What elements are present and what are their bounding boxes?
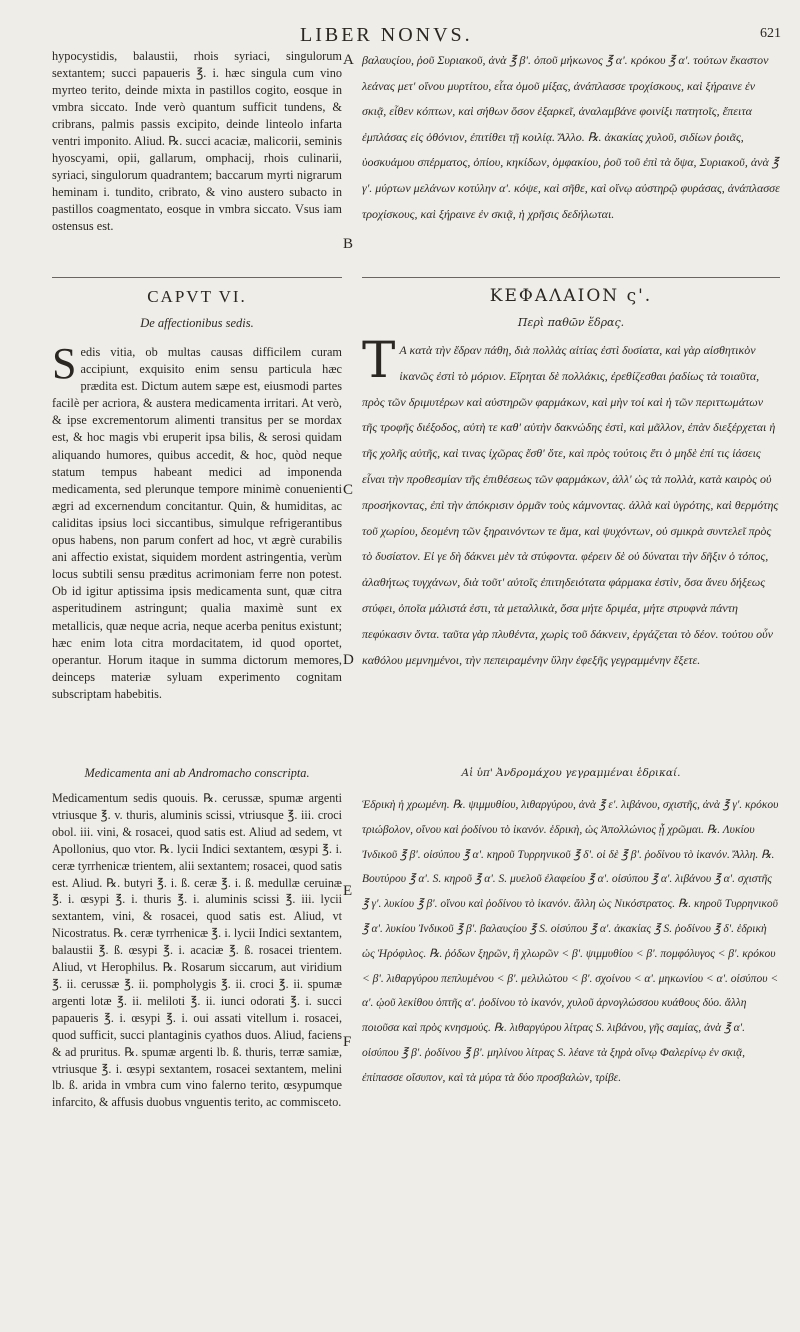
latin-dropcap: S (52, 339, 77, 388)
greek-dropcap: Τ (362, 331, 396, 389)
latin-recipes: Medicamentum sedis quouis. ℞. cerussæ, spumæ argenti vtriusque ℥. v. thuris, aluminis scissi, vtriusque ℥. iii. croci obol. iii. vini, & rosacei, quod satis est. Aliud ad sedem, vt Apollonius, quo vtor. ℞. lycii Indici sextantem, œsypi ℥. i. ceræ tyrrhenicæ trientem, alii sextantem; rosacei, quod satis est. Aliud. ℞. butyri ℥. i. ß. ceræ ℥. i. ß. medullæ ceruinæ ℥. i. œsypi ℥. i. thuris ℥. i. aluminis scissi ℥. iii. lycii sextantem, vini, & rosacei, quod satis est. Aliud, vt Nicostratus. ℞. ceræ tyrrhenicæ ℥. i. lycii Indici sextantem, balaustii ℥. ß. œsypi ℥. i. acaciæ ℥. ß. rosacei trientem. Aliud, vt Herophilus. ℞. Rosarum siccarum, aut viridium ℥. ii. cerussæ ℥. ii. pompholygis ℥. ii. croci ℥. ii. spumæ argenti lotæ ℥. ii. meliloti ℥. ii. iunci odorati ℥. i. succi papaueris ℥. i. œsypi ℥. i. oui assati vitellum i. rosacei, quod sufficit, succi plantaginis cyathos duos. Aliud, faciens & ad pruritus. ℞. spumæ argenti lb. ß. thuris, terræ samiæ, vtriusque ℥. i. œsypi sextantem, rosacei sextantem, melini lb. ß. arida in vmbra cum vino falerno terito, œsypumque infarcito, & affusis duobus vnguentis terito, ac commisceto. (52, 791, 342, 1110)
latin-chapter-subtitle: De affectionibus sedis. (140, 316, 254, 330)
margin-letter-d: D (343, 652, 354, 668)
greek-chapter-subtitle: Περὶ παθῶν ἕδρας. (517, 316, 625, 329)
greek-chapter-title: ΚΕΦΑΛΑΙΟΝ ς'. (489, 286, 653, 306)
running-header (0, 24, 800, 48)
greek-section-title: Αἱ ὑπ' Ἀνδρομάχου γεγραμμέναι ἑδρικαί. (461, 767, 681, 779)
column-rule-right (362, 277, 780, 278)
latin-section-title: Medicamenta ani ab Andromacho conscripta. (84, 766, 310, 780)
margin-letter-c: C (343, 482, 354, 498)
greek-chapter-body (362, 331, 780, 673)
latin-top-passage: hypocystidis, balaustii, rhois syriaci, singulorum sextantem; succi papaueris ℥. i. hæc singula cum vino myrteo terito, deinde mixta in pastillos cogito, eosque in vmbra siccato. Inde verò quantum sufficit tundens, & cribrans, palmis passis excipito, deinde linteolo infarta ventri imponito. Aliud. ℞. succi acaciæ, malicorii, seminis hyoscyami, opii, gallarum, omphacij, rhois culinarii, syriaci, singulorum quadrantem; baccarum myrti nigrarum heminam i. tundito, cribrato, & vino austero subacto in pastillos coagmentato, eosque in vmbra siccato. Vsus iam ostensus est. (52, 49, 342, 233)
column-rule-left (52, 277, 342, 278)
margin-letter-f: F (343, 1034, 352, 1050)
greek-body-text: Α κατὰ τὴν ἕδραν πάθη, διὰ πολλὰς αἰτίας ἐστὶ δυσίατα, καὶ γὰρ αἰσθητικὸν ἱκανῶς ἐστὶ τὸ μόριον. Εἴρηται δὲ πολλάκις, ἐρεθίζεσθαι ῥαδίως τὰ τοιαῦτα, πρὸς τῶν δριμυτέρων καὶ αὐστηρῶν φαρμάκων, καὶ μὴν τοί καὶ ἡ τῶν περιττωμάτων τῆς τροφῆς διέξοδος, αὐτὴ τε καθ' αὑτὴν δακνώδης ἐστὶ, καὶ μᾶλλον, ἐπὰν διεξέρχεται ἡ τῆς χολῆς αὐτῆς, καὶ τινας ἰχῶρας ἔσθ' ὅτε, καὶ πρὸς τούτοις ἔτι ὁ μηδὲ ἐπί τις ἰάσεις εἶναι τὴν προθεσμίαν τῆς ἐπιθέσεως τῶν φαρμάκων, ἀλλ' ὡς τὰ πολλὰ, κατὰ καιρὸς οὐ προσήκοντας, ἐπὶ τὴν ἀπόκρισιν ὁρμᾶν τοὺς κάμνοντας. ἀλλὰ καὶ ὑγρότης, καὶ θερμότης τοῦ χωρίου, δεομένη τῶν ξηραινόντων τε ἅμα, καὶ ψυχόντων, οὐ σμικρὰ συντελεῖ πρὸς τὸ δυσίατον. Εἰ γε δὴ δάκνει μὲν τὰ στύφοντα. φέρειν δὲ οὐ δύναται τὴν δῆξιν ὁ τόπος, ἀλαθήτως τυγχάνων, διὰ τοῦτ' αὐτοῖς ἐπιτηδειότατα φάρμακα ἐστὶν, ὅσα ἄνευ δήξεως στύφει, ὁποῖα μάλιστά ἐστι, τὰ μεταλλικὰ, ὅσα μήτε δριμέα, μήτε στρυφνὰ πάντη πεφύκασιν ὄντα. ταῦτα γὰρ πλυθέντα, χωρὶς τοῦ δάκνειν, ἐργάζεται τὸ δέον. τούτου οὖν καθόλου μεμνημένοι, τὴν πεπειραμένην ὕλην ἐφεξῆς γεγραμμένην ἕξετε. (362, 343, 779, 667)
page-number: 621 (760, 26, 781, 41)
margin-letter-e: E (343, 883, 353, 899)
margin-letter-b: B (343, 236, 354, 252)
running-title: LIBER NONVS. (300, 24, 473, 46)
latin-chapter-title: CAPVT VI. (147, 287, 247, 306)
margin-letter-a: A (343, 52, 354, 68)
latin-body-text: edis vitia, ob multas causas difficilem curam accipiunt, exquisito enim sensu particula hæc prædita est. Dictum autem sæpe est, eiusmodi partes facilè per acriora, & austera medicamenta irritari. At verò, & ipse excrementorum alimenti transitus per se mordax est, & hoc magis vbi eruperit ipsa bilis, & serosi quidam aliquando humores, quibus accedit, & hoc, quòd neque statum tempus habeant medici ad imponenda medicamenta, sed plerunque tempore minimè conuenienti ægri ad excernendum concitantur. Quin, & humiditas, ac caliditas ipsius loci siccantibus, simulque refrigerantibus opus habens, non parum confert ad hoc, vt ægrè curabilis ani affectio existat, siquidem mordent astringentia, verùm locus subtili sensu præditus acrimoniam ferre non potest. Ob id igitur aptissima ipsis medicamenta sunt, quæ citra asperitudinem astringunt; qualia maximè sunt ex metallicis, quæ neque acria, neque acerba penitus existunt; hæc enim lota citra mordacitatem, id quod oportet, operantur. Horum itaque in summa dictorum memores, deinceps materiæ syluam experimento cognitam subscriptam habebitis. (52, 345, 342, 701)
greek-recipes: Ἑδρικὴ ἡ χρωμένη. ℞. ψιμμυθίου, λιθαργύρου, ἀνὰ ℥ ε'. λιβάνου, σχιστῆς, ἀνὰ ℥ γ'. κρόκου τριώβολον, οἴνου καὶ ῥοδίνου τὸ ἱκανόν. ἑδρικὴ, ὡς Ἀπολλώνιος ᾗ χρῶμαι. ℞. Λυκίου Ἰνδικοῦ ℥ β'. οἰσύπου ℥ α'. κηροῦ Τυρρηνικοῦ ℥ δ'. οἱ δὲ ℥ β'. ῥοδίνου τὸ ἱκανόν. Ἄλλη. ℞. Βουτύρου ℥ α'. S. κηροῦ ℥ α'. S. μυελοῦ ἐλαφείου ℥ α'. οἰσύπου ℥ α'. λιβάνου ℥ α'. σχιστῆς ℥ γ'. λυκίου ℥ β'. οἴνου καὶ ῥοδίνου τὸ ἱκανόν. ἄλλη ὡς Νικόστρατος. ℞. κηροῦ Τυρρηνικοῦ ℥ α'. λυκίου Ἰνδικοῦ ℥ β'. βαλαυςίου ℥ S. οἰσύπου ℥ α'. ἀκακίας ℥ S. ῥοδίνου ℥ δ'. ἑδρικὴ ὡς Ἡρόφιλος. ℞. ῥόδων ξηρῶν, ἢ χλωρῶν < β'. ψιμμυθίου < β'. πομφόλυγος < β'. κρόκου < β'. λιθαργύρου πεπλυμένου < β'. μελιλώτου < β'. σχοίνου < α'. μηκωνίου < α'. οἰσύπου < α'. ᾠοῦ λεκίθου ὀπτῆς α'. ῥοδίνου τὸ ἱκανόν, χυλοῦ ἀρνογλώσσου κυάθους δύο. ἄλλη ποιοῦσα καὶ πρὸς κνησμούς. ℞. λιθαργύρου λίτρας S. λιβάνου, γῆς σαμίας, ἀνὰ ℥ α'. οἰσύπου ℥ β'. ῥοδίνου ℥ β'. μηλίνου λίτρας S. λέανε τὰ ξηρὰ οἴνῳ Φαλερίνῳ ἐν σκιᾷ, ἐπίπασσε οἴσυπον, καὶ τὰ μύρα τὰ δύο προσβαλὼν, τρίβε. (362, 799, 779, 1084)
greek-top-passage: βαλαυςίου, ῥοῦ Συριακοῦ, ἀνὰ ℥ β'. ὀποῦ μήκωνος ℥ α'. κρόκου ℥ α'. τούτων ἕκαστον λεάνας μετ' οἴνου μυρτίτου, εἶτα ὁμοῦ μίξας, ἀνάπλασσε τροχίσκους, καὶ ξήραινε ἐν σκιᾷ, εἶθεν κόπτων, καὶ σήθων ὅσον ἐξαρκεῖ, ἀναλαμβάνε φοινίξι πατητοῖς, ἔπειτα ἐμπλάσας εἰς ὀθόνιον, ἐπιτίθει τῇ κοιλίᾳ. Ἄλλο. ℞. ἀκακίας χυλοῦ, σιδίων ῥοιᾶς, ὑοσκυάμου σπέρματος, ὀπίου, κηκίδων, ὀμφακίου, ῥοῦ τοῦ ἐπὶ τὰ ὄψα, Συριακοῦ, ἀνὰ ℥ γ'. μύρτων μελάνων κοτύλην α'. κόψε, καὶ σῆθε, καὶ οἴνῳ αὐστηρῷ φυράσας, ἀνάπλασσε τροχίσκους, καὶ ξήραινε ἐν σκιᾷ, ἡ χρῆσις δεδήλωται. (362, 53, 780, 221)
latin-chapter-body (52, 339, 342, 703)
